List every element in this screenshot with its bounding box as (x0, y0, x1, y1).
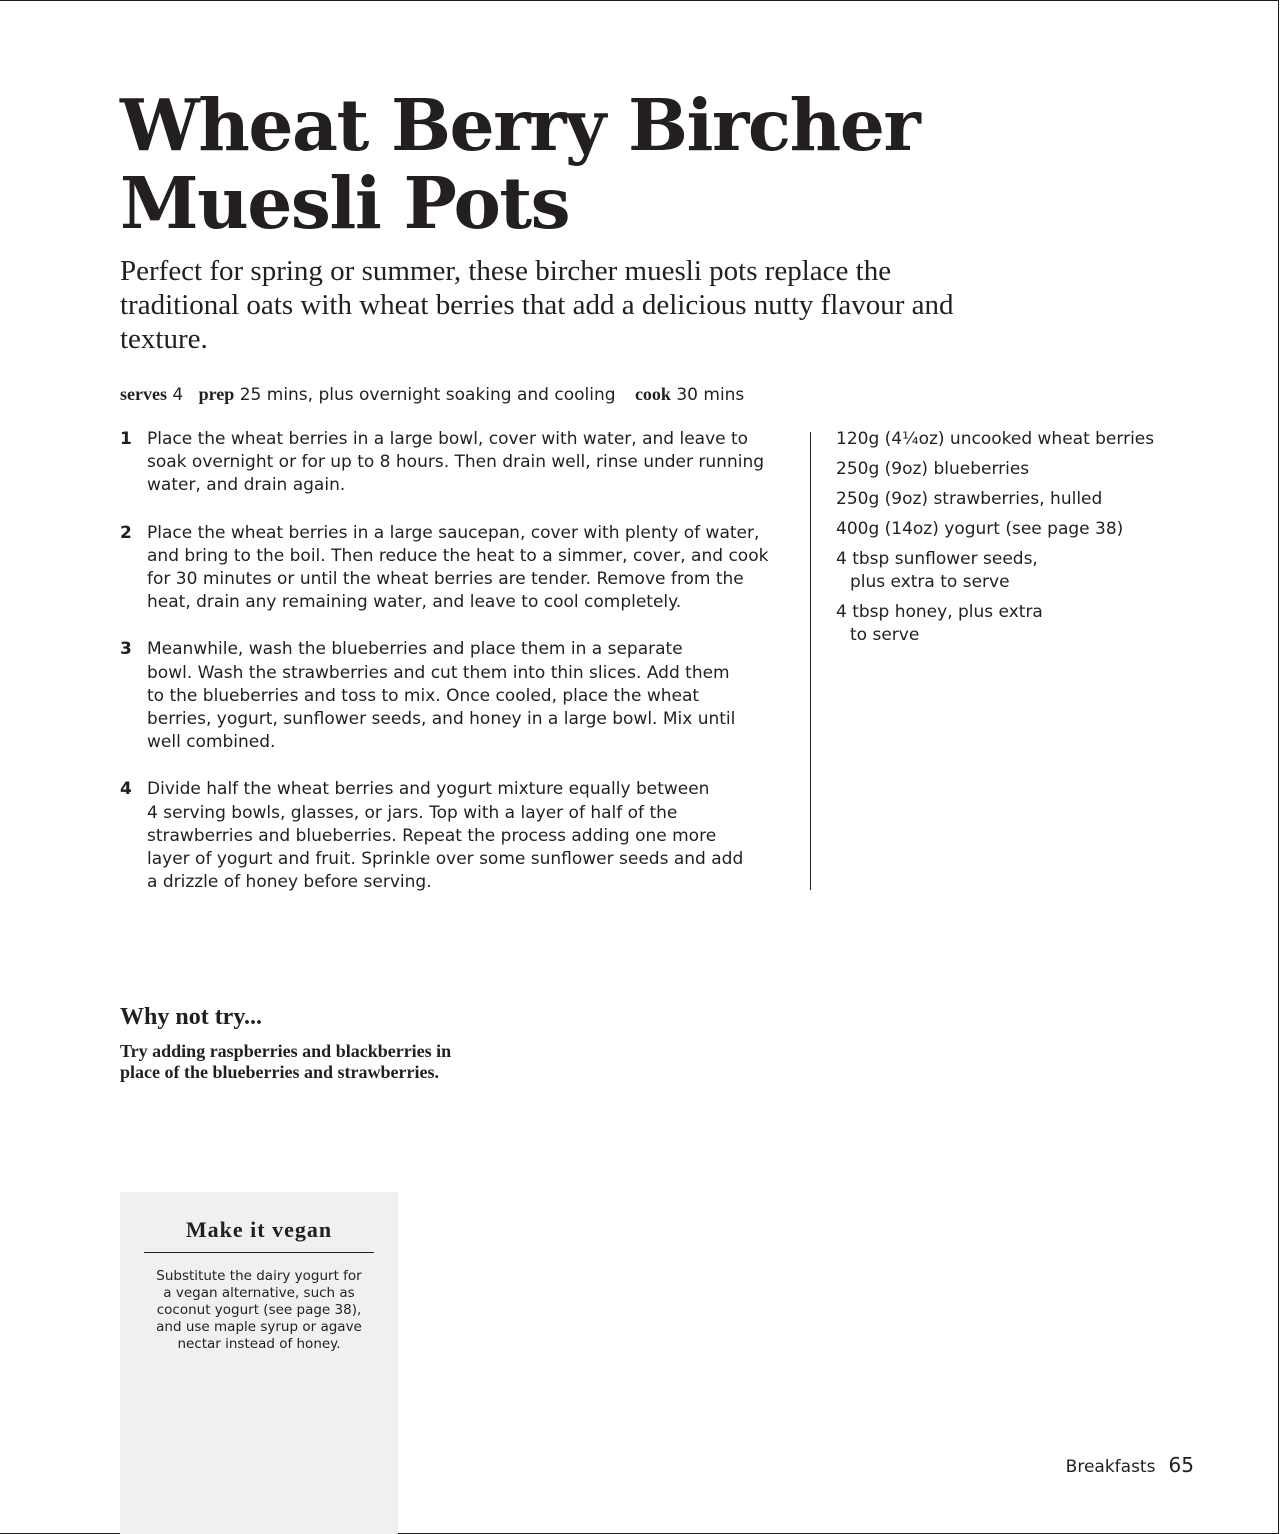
vegan-tip-line: and use maple syrup or agave (156, 1319, 362, 1336)
ingredient-text: 120g (4¼oz) uncooked wheat berries (836, 429, 1155, 449)
step-text-line: water, and drain again. (147, 475, 346, 496)
step-text-line: layer of yogurt and fruit. Sprinkle over some sunflower seeds and add (147, 849, 744, 870)
ingredient-item (836, 548, 1236, 594)
method-step (120, 522, 790, 615)
cook-value: 30 mins (676, 385, 745, 405)
step-text-line: a drizzle of honey before serving. (147, 872, 432, 893)
vegan-tip-line: nectar instead of honey. (177, 1336, 341, 1353)
step-text-line: Meanwhile, wash the blueberries and place them in a separate (147, 639, 683, 660)
vegan-tip-line: Substitute the dairy yogurt for (156, 1268, 362, 1284)
vegan-tip-line: a vegan alternative, such as (163, 1285, 355, 1302)
ingredient-text: 400g (14oz) yogurt (see page 38) (836, 519, 1124, 539)
ingredient-text: to serve (850, 625, 920, 646)
ingredient-item (836, 458, 1236, 481)
cook-label: cook (634, 384, 671, 404)
step-text-line: Place the wheat berries in a large saucepan, cover with plenty of water, (147, 522, 760, 543)
section-name: Breakfasts (1065, 1457, 1156, 1477)
step-text-line: bowl. Wash the strawberries and cut them into thin slices. Add them (147, 662, 730, 683)
step-text-line: berries, yogurt, sunflower seeds, and honey in a large bowl. Mix until (147, 709, 736, 730)
ingredient-item (836, 518, 1236, 541)
ingredient-text: 250g (9oz) strawberries, hulled (836, 489, 1103, 509)
why-not-try-line: Try adding raspberries and blackberries in (120, 1041, 452, 1061)
step-text-line: for 30 minutes or until the wheat berries are tender. Remove from the (147, 569, 744, 590)
step-text-line: 4 serving bowls, glasses, or jars. Top with a layer of half of the (147, 802, 678, 823)
method-step (120, 428, 790, 498)
method-steps (120, 428, 790, 918)
recipe-meta (120, 382, 744, 407)
prep-value: 25 mins, plus overnight soaking and cooling (239, 385, 616, 405)
recipe-intro: Perfect for spring or summer, these bircher muesli pots replace the traditional oats with wheat berries that add a delicious nutty flavour and texture. (120, 255, 954, 355)
prep-label: prep (198, 384, 235, 404)
serves-label: serves (120, 384, 167, 404)
vegan-tip-heading: Make it vegan (144, 1214, 374, 1253)
why-not-try-heading: Why not try... (120, 1004, 263, 1030)
ingredient-text: plus extra to serve (850, 572, 1010, 593)
step-text-line: to the blueberries and toss to mix. Once cooled, place the wheat (147, 685, 700, 706)
ingredient-text: 4 tbsp sunflower seeds, (836, 549, 1038, 569)
vegan-tip-text (120, 1268, 398, 1353)
step-text-line: Divide half the wheat berries and yogurt mixture equally between (147, 779, 710, 800)
step-text-line: heat, drain any remaining water, and leave to cool completely. (147, 592, 682, 613)
recipe-title-line: Muesli Pots (120, 161, 570, 245)
ingredient-text: 4 tbsp honey, plus extra (836, 602, 1043, 623)
step-text-line: and bring to the boil. Then reduce the heat to a simmer, cover, and cook (147, 545, 769, 566)
step-number: 1 (120, 429, 132, 449)
ingredient-item (836, 601, 1236, 647)
ingredient-list (836, 428, 1236, 654)
vegan-tip-line: coconut yogurt (see page 38), (156, 1302, 362, 1319)
why-not-try-text (120, 1041, 451, 1083)
page-number: 65 (1168, 1453, 1194, 1477)
method-step (120, 638, 790, 754)
step-text-line: strawberries and blueberries. Repeat the process adding one more (147, 825, 717, 846)
ingredient-text: 250g (9oz) blueberries (836, 459, 1030, 479)
method-step (120, 778, 790, 894)
step-text-line: well combined. (147, 732, 276, 753)
step-text-line: Place the wheat berries in a large bowl, cover with water, and leave to (147, 429, 749, 449)
ingredient-item (836, 488, 1236, 511)
step-number: 2 (120, 522, 132, 543)
step-number: 4 (120, 779, 132, 800)
page-footer (1066, 1453, 1194, 1477)
ingredient-item (836, 428, 1236, 451)
serves-value: 4 (172, 385, 184, 405)
column-divider (810, 432, 811, 890)
vegan-tip-box (120, 1192, 398, 1534)
step-number: 3 (120, 639, 132, 660)
recipe-title (120, 83, 1020, 245)
step-text-line: soak overnight or for up to 8 hours. Then drain well, rinse under running (147, 452, 765, 473)
recipe-title-line: Wheat Berry Bircher (120, 83, 920, 167)
why-not-try-line: place of the blueberries and strawberries. (120, 1062, 439, 1082)
